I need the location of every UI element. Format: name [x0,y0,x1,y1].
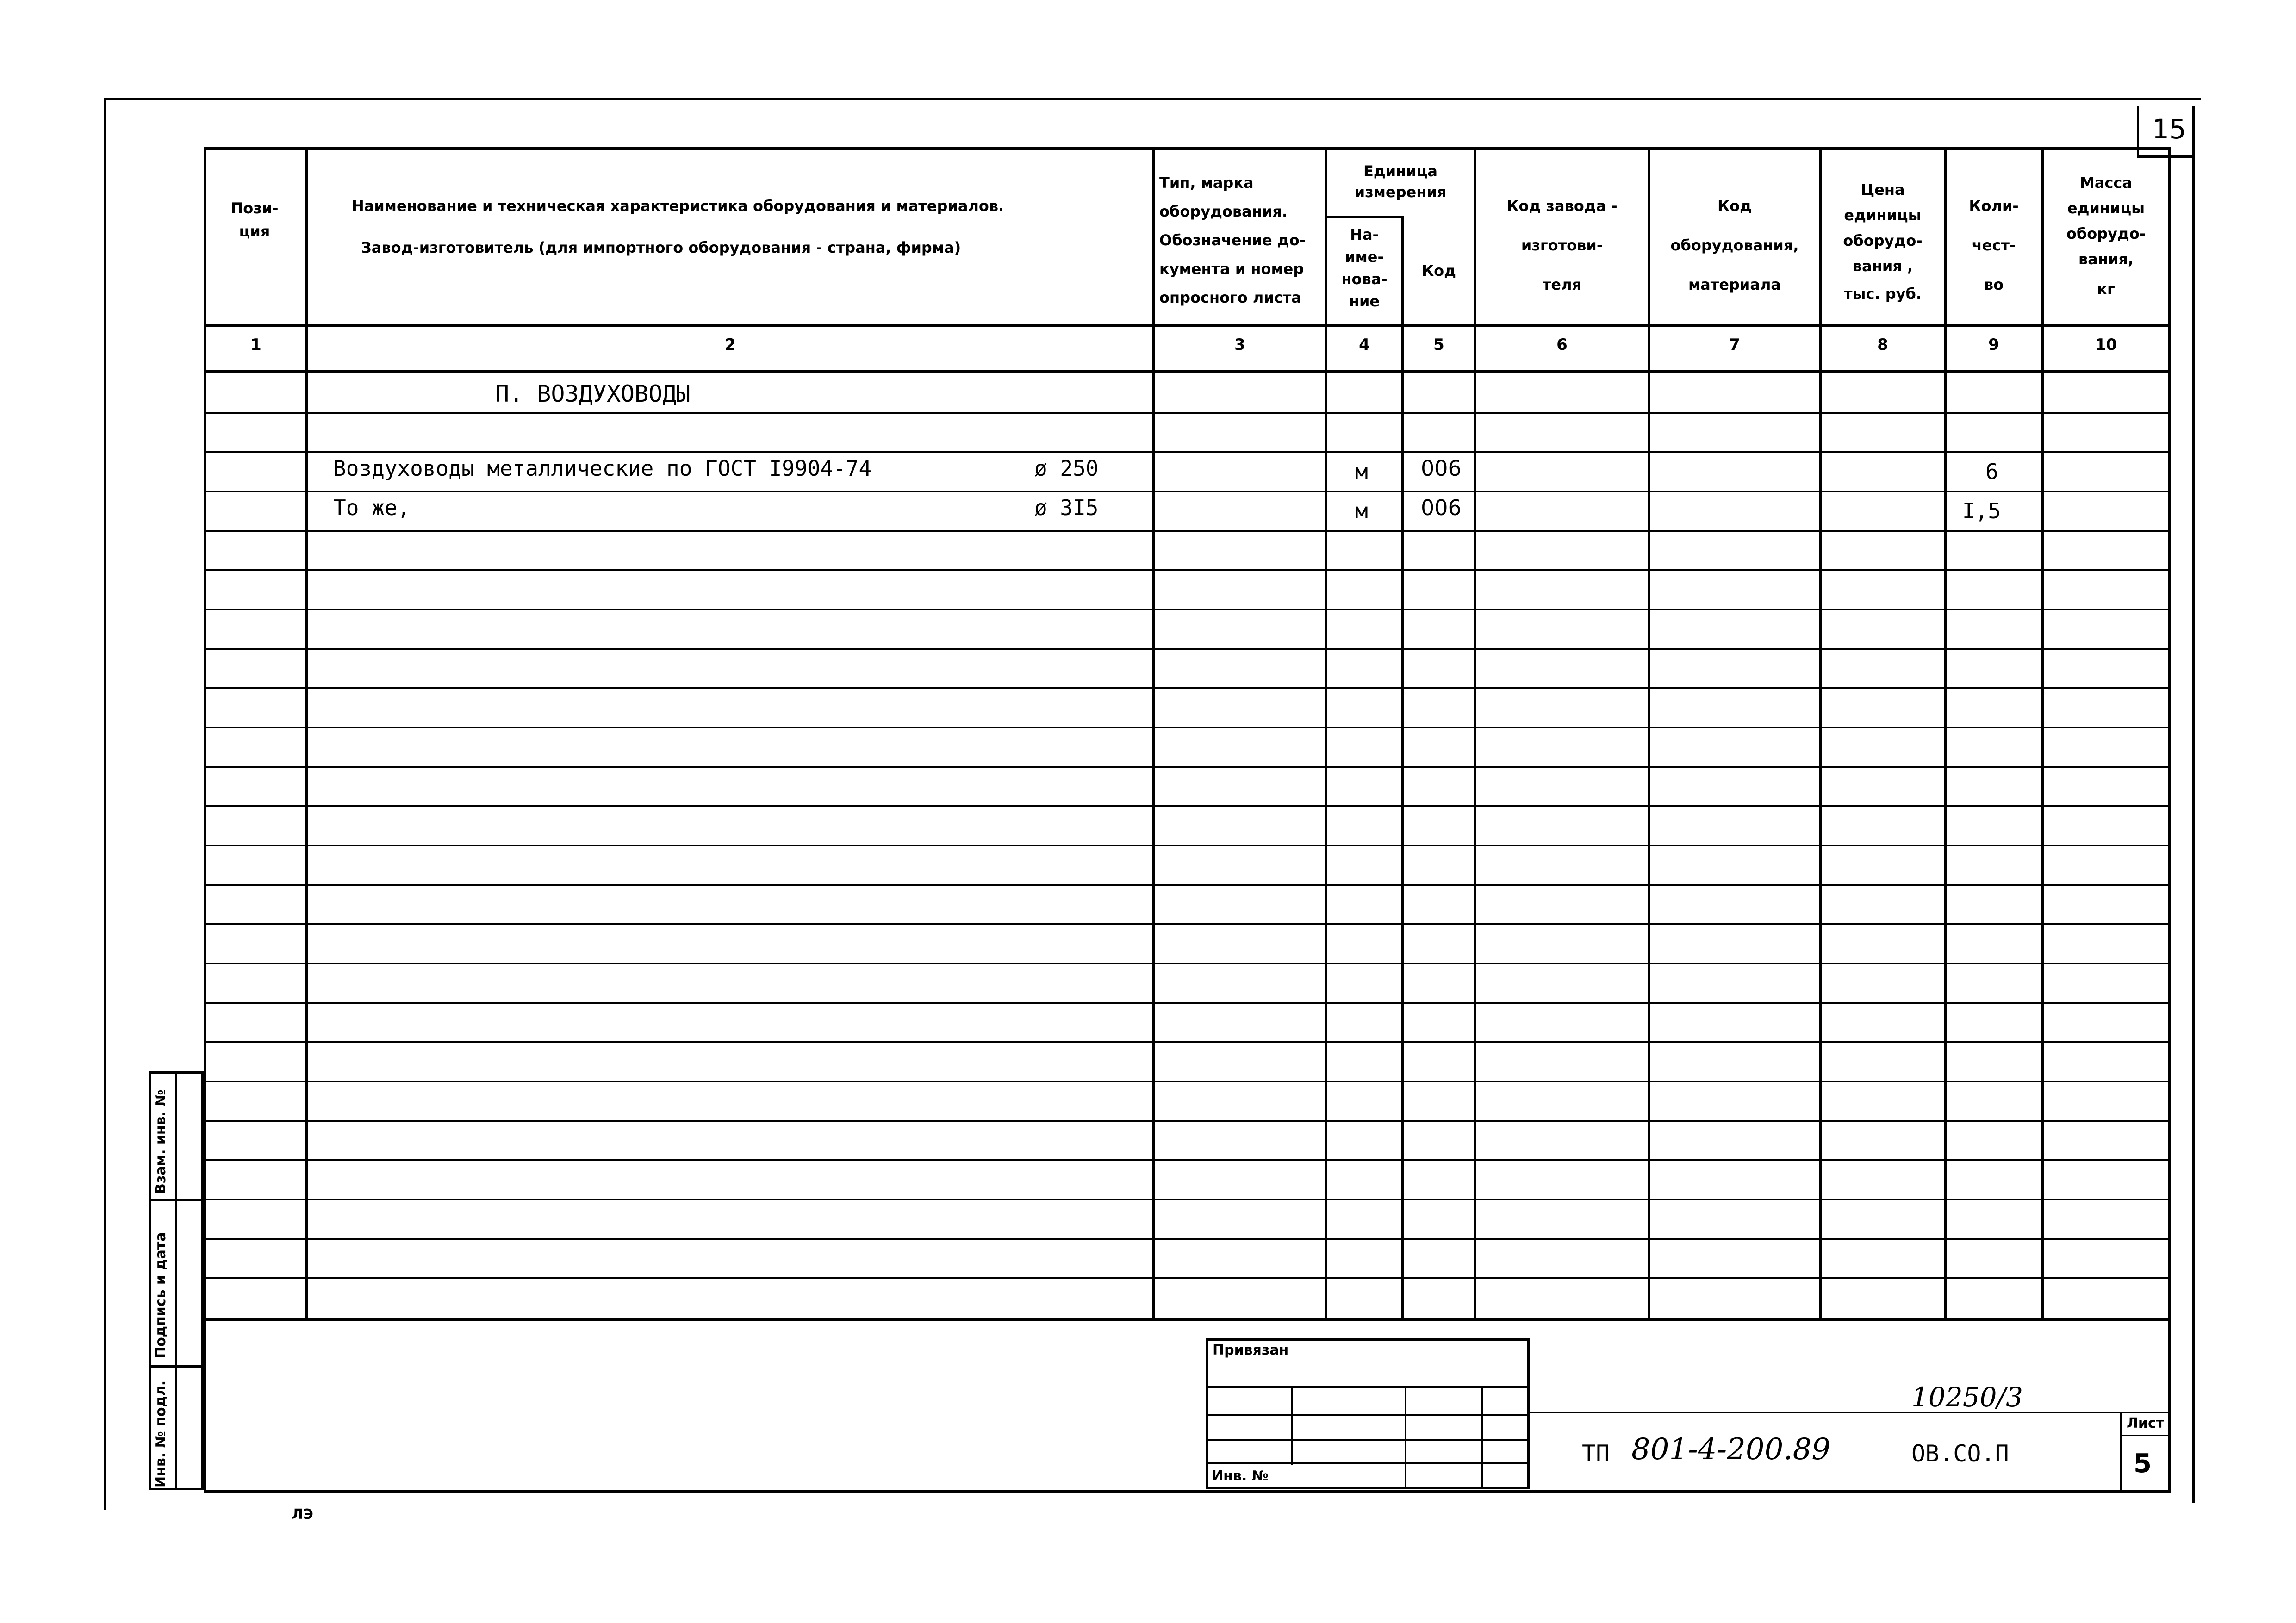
header-text: вания , [1852,257,1913,275]
header-text: оборудо- [1843,232,1923,249]
header-text: Единица [1363,162,1437,180]
header-text: теля [1542,276,1582,293]
row-size: ø 250 [1034,456,1099,481]
footer-mark: ЛЭ [292,1506,313,1523]
header-text: Наименование и техническая характеристика оборудования и материалов. [352,197,1004,215]
row-unit: м [1355,459,1368,484]
column-number: 4 [1359,336,1370,354]
inv-no-label: Инв. № [1212,1468,1269,1484]
sheet-number: 5 [2134,1449,2152,1479]
column-number: 1 [250,336,261,354]
doc-prefix: ТП [1582,1440,1610,1467]
header-text: На- [1350,226,1379,243]
privyazan-label: Привязан [1213,1342,1289,1358]
sheet-corner-number: 15 [2152,113,2186,145]
section-title: П. ВОЗДУХОВОДЫ [495,380,691,407]
header-text: Коли- [1969,197,2019,215]
header-text: Код завода - [1506,197,1618,215]
header-text: Обозначение до- [1159,231,1306,249]
header-text: нова- [1341,270,1388,288]
header-text: Завод-изготовитель (для импортного оборудования - страна, фирма) [361,239,961,256]
header-text: Тип, марка [1159,174,1254,192]
header-text: име- [1345,248,1384,266]
side-label: Подпись и дата [153,1232,169,1358]
side-label: Инв. № подл. [153,1380,169,1488]
header-text: ние [1349,292,1380,310]
header-text: ция [239,223,270,240]
header-text: кг [2097,280,2115,298]
header-text: материала [1688,276,1781,293]
header-text: чест- [1972,236,2016,254]
row-name: Воздуховоды металлические по ГОСТ I9904-74 [333,456,872,481]
side-label: Взам. инв. № [153,1089,169,1194]
column-number: 3 [1234,336,1245,354]
header-text: оборудо- [2066,225,2146,243]
header-text: Код [1717,197,1752,215]
header-text: Цена [1860,181,1905,199]
header-text: опросного листа [1159,289,1301,306]
column-number: 6 [1556,336,1568,354]
column-number: 2 [725,336,736,354]
header-text: Пози- [230,199,279,217]
row-size: ø 3I5 [1034,495,1099,520]
header-text: единицы [2067,199,2145,217]
column-number: 9 [1988,336,1999,354]
row-code: 006 [1421,456,1462,481]
header-text: изготови- [1521,236,1603,254]
header-text: тыс. руб. [1843,285,1922,303]
row-unit: м [1355,498,1368,523]
header-text: Масса [2080,174,2132,192]
sheet-label: Лист [2127,1415,2165,1431]
doc-number: 801-4-200.89 [1631,1432,1831,1467]
header-text: единицы [1844,206,1922,224]
header-text: оборудования. [1159,203,1288,220]
doc-code: ОВ.СО.П [1911,1440,2009,1467]
header-text: оборудования, [1670,236,1799,254]
row-qty: I,5 [1962,498,2001,523]
header-text: во [1984,276,2004,293]
row-qty: 6 [1985,459,1998,484]
handwritten-number: 10250/3 [1911,1381,2023,1413]
row-name: То же, [333,495,411,520]
column-number: 8 [1877,336,1888,354]
header-text: вания, [2078,250,2134,268]
row-code: 006 [1421,495,1462,520]
header-text: кумента и номер [1159,260,1304,278]
header-col5: Код [1422,262,1456,280]
header-text: измерения [1354,183,1447,201]
column-number: 5 [1433,336,1444,354]
column-number: 10 [2095,336,2117,354]
column-number: 7 [1729,336,1740,354]
